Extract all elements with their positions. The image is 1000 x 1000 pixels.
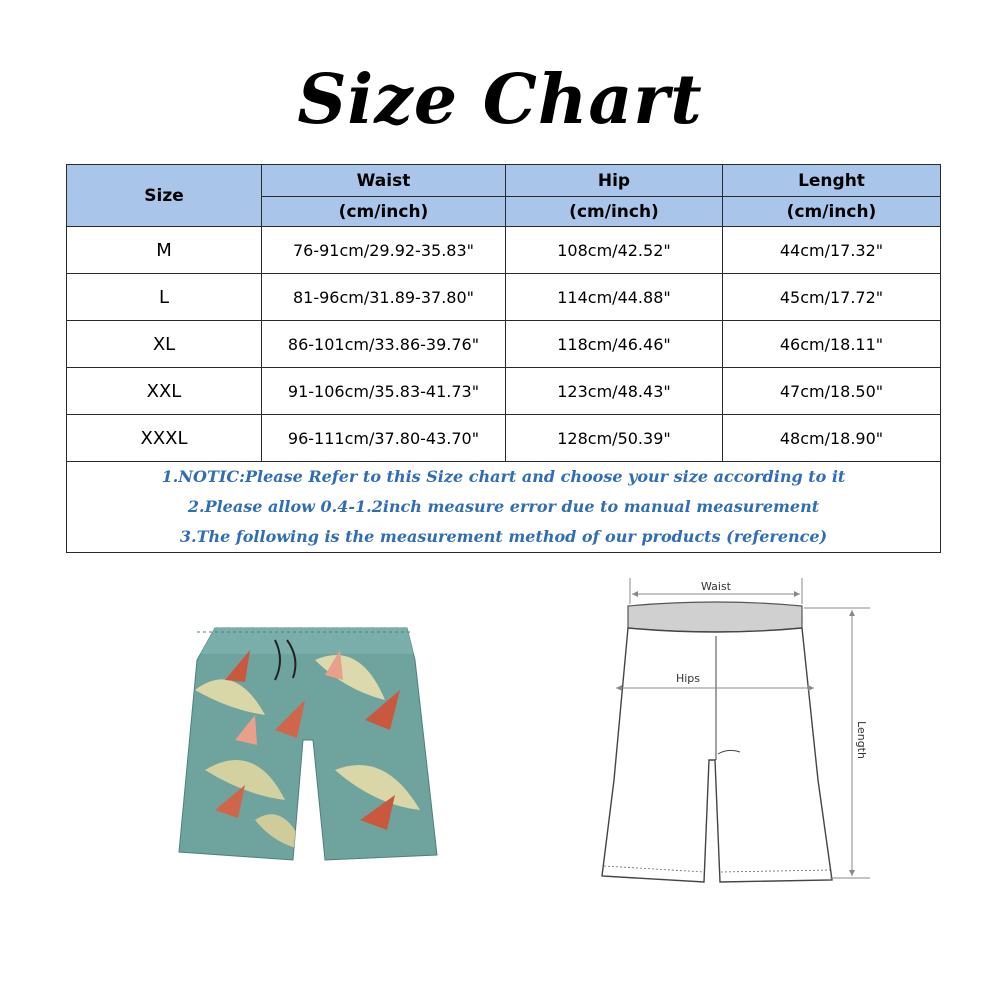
- waist-label: Waist: [700, 580, 732, 593]
- notes-row: [67, 462, 941, 553]
- table-row: [67, 227, 941, 274]
- header-size: Size: [67, 165, 262, 227]
- size-cell: M: [67, 227, 262, 274]
- waist-cell: 76-91cm/29.92-35.83": [262, 227, 506, 274]
- note-1: 1.NOTIC:Please Refer to this Size chart and choose your size according to it: [161, 467, 846, 486]
- hip-cell: 108cm/42.52": [506, 227, 723, 274]
- hip-cell: 128cm/50.39": [506, 415, 723, 462]
- length-cell: 46cm/18.11": [723, 321, 941, 368]
- header-row: [67, 165, 941, 197]
- page-title: Size Chart: [297, 60, 703, 140]
- length-cell: 47cm/18.50": [723, 368, 941, 415]
- header-hip: Hip: [506, 165, 723, 197]
- length-cell: 48cm/18.90": [723, 415, 941, 462]
- length-label: Length: [855, 721, 868, 759]
- waist-cell: 91-106cm/35.83-41.73": [262, 368, 506, 415]
- hip-unit: (cm/inch): [506, 197, 723, 227]
- waist-cell: 81-96cm/31.89-37.80": [262, 274, 506, 321]
- size-cell: XXXL: [67, 415, 262, 462]
- waist-unit: (cm/inch): [262, 197, 506, 227]
- note-2: 2.Please allow 0.4-1.2inch measure error due to manual measurement: [187, 497, 820, 516]
- size-cell: L: [67, 274, 262, 321]
- header-waist: Waist: [262, 165, 506, 197]
- hip-cell: 123cm/48.43": [506, 368, 723, 415]
- note-3: 3.The following is the measurement method of our products (reference): [179, 527, 828, 546]
- length-unit: (cm/inch): [723, 197, 941, 227]
- size-table: [66, 164, 941, 553]
- hip-cell: 118cm/46.46": [506, 321, 723, 368]
- length-cell: 44cm/17.32": [723, 227, 941, 274]
- waist-cell: 96-111cm/37.80-43.70": [262, 415, 506, 462]
- waist-cell: 86-101cm/33.86-39.76": [262, 321, 506, 368]
- length-cell: 45cm/17.72": [723, 274, 941, 321]
- size-cell: XL: [67, 321, 262, 368]
- shorts-product-image: [175, 620, 445, 870]
- table-row: [67, 415, 941, 462]
- table-row: [67, 321, 941, 368]
- size-cell: XXL: [67, 368, 262, 415]
- header-length: Lenght: [723, 165, 941, 197]
- measurement-diagram: [590, 570, 890, 890]
- table-row: [67, 274, 941, 321]
- table-row: [67, 368, 941, 415]
- notes-cell: [67, 462, 941, 553]
- hip-cell: 114cm/44.88": [506, 274, 723, 321]
- hips-label: Hips: [675, 672, 701, 685]
